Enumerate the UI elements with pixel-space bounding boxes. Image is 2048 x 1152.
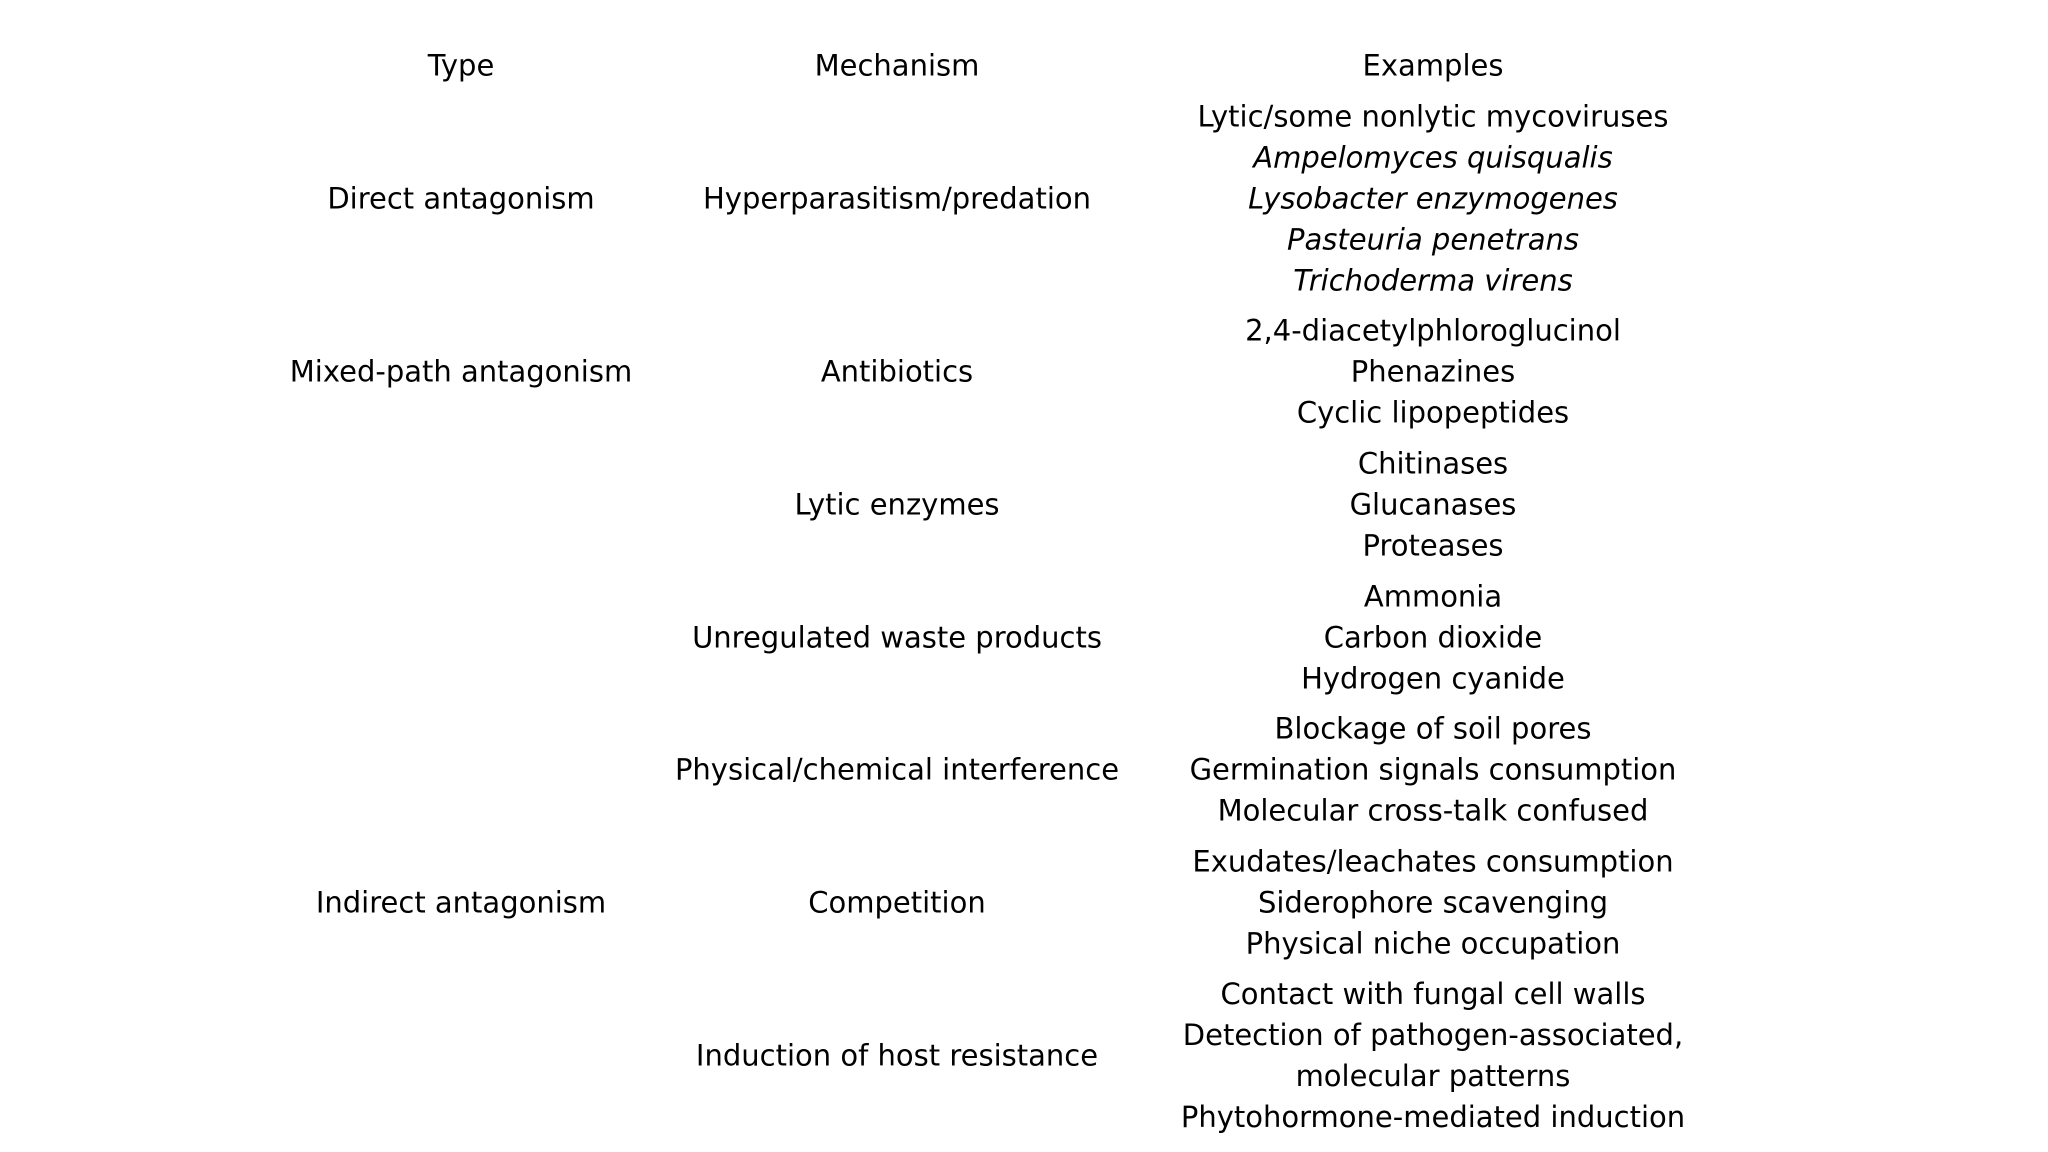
- example-item: Lysobacter enzymogenes: [1248, 181, 1618, 216]
- example-item: Trichoderma virens: [1293, 263, 1573, 298]
- example-item: Phytohormone-mediated induction: [1180, 1100, 1686, 1134]
- examples-antibiotics: [1245, 311, 1621, 434]
- example-item: Exudates/leachates consumption: [1192, 844, 1674, 879]
- example-item: Lytic/some nonlytic mycoviruses: [1197, 99, 1669, 134]
- examples-hyperparasitism: [1198, 97, 1669, 302]
- examples-host-resistance: [1181, 974, 1685, 1138]
- header-examples: Examples: [1362, 48, 1504, 83]
- type-indirect-antagonism: Indirect antagonism: [315, 885, 607, 920]
- examples-competition: [1192, 842, 1673, 965]
- examples-interference: [1190, 709, 1677, 832]
- mechanism-host-resistance: Induction of host resistance: [695, 1038, 1099, 1073]
- example-item: Detection of pathogen-associated,: [1182, 1018, 1684, 1052]
- type-mixed-path-antagonism: Mixed-path antagonism: [289, 354, 633, 389]
- example-item: Proteases: [1362, 528, 1504, 563]
- example-item: Contact with fungal cell walls: [1220, 977, 1646, 1011]
- example-item: Ammonia: [1363, 579, 1503, 614]
- example-item: Molecular cross-talk confused: [1217, 793, 1649, 828]
- example-item: Glucanases: [1349, 487, 1517, 522]
- example-item: Carbon dioxide: [1323, 620, 1543, 655]
- header-type: Type: [427, 48, 495, 83]
- examples-waste-products: [1301, 577, 1565, 700]
- example-item: Hydrogen cyanide: [1301, 661, 1565, 696]
- header-mechanism: Mechanism: [814, 48, 980, 83]
- example-item: Chitinases: [1357, 446, 1509, 481]
- mechanism-antibiotics: Antibiotics: [820, 354, 974, 389]
- mechanism-competition: Competition: [808, 885, 986, 920]
- example-item: Germination signals consumption: [1189, 752, 1677, 787]
- mechanism-lytic-enzymes: Lytic enzymes: [794, 487, 1000, 522]
- example-item: Ampelomyces quisqualis: [1253, 140, 1613, 175]
- type-direct-antagonism: Direct antagonism: [327, 181, 595, 216]
- example-item: Cyclic lipopeptides: [1296, 395, 1570, 430]
- example-item: molecular patterns: [1295, 1059, 1571, 1093]
- mechanism-hyperparasitism: Hyperparasitism/predation: [702, 181, 1092, 216]
- mechanism-interference: Physical/chemical interference: [674, 752, 1120, 787]
- mechanism-waste-products: Unregulated waste products: [692, 620, 1102, 655]
- example-item: Pasteuria penetrans: [1287, 222, 1579, 257]
- example-item: Siderophore scavenging: [1257, 885, 1609, 920]
- example-item: Blockage of soil pores: [1274, 711, 1592, 746]
- example-item: Phenazines: [1350, 354, 1516, 389]
- example-item: 2,4-diacetylphloroglucinol: [1245, 313, 1621, 348]
- examples-lytic-enzymes: [1350, 444, 1517, 567]
- example-item: Physical niche occupation: [1245, 926, 1621, 961]
